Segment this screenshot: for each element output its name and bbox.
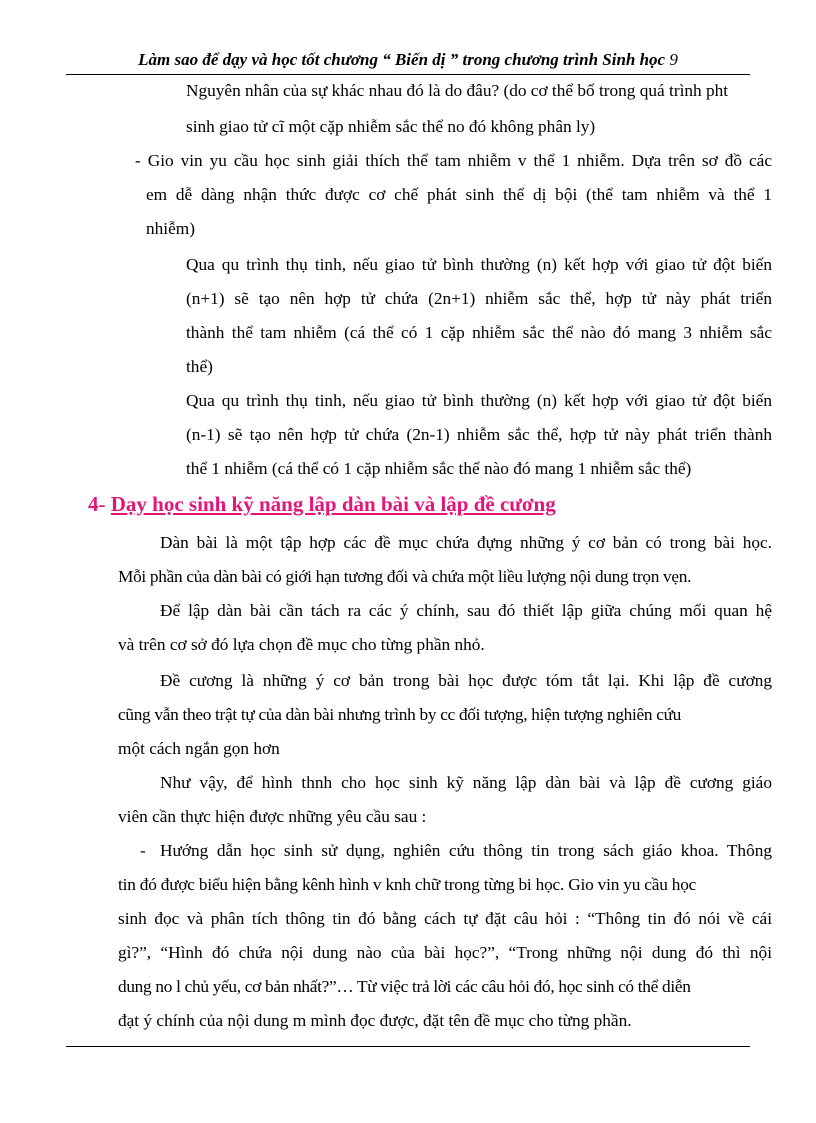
text-line: thành thể tam nhiễm (cá thể có 1 cặp nhiễm sắc thể nào đó mang 3 nhiễm sắc — [186, 323, 772, 342]
text-line: (n+1) sẽ tạo nên hợp tử chứa (2n+1) nhiễm sắc thể, hợp tử này phát triển — [186, 289, 772, 308]
page-header — [66, 50, 750, 75]
text-line: Hướng dẫn học sinh sử dụng, nghiên cứu thông tin trong sách giáo khoa. Thông — [160, 841, 772, 860]
text-line: - Gio vin yu cầu học sinh giải thích thể tam nhiễm v thể 1 nhiễm. Dựa trên sơ đồ các — [135, 151, 772, 170]
section-heading — [88, 492, 556, 517]
text-line: dung no l chủ yếu, cơ bản nhất?”… Từ việc trả lời các câu hỏi đó, học sinh có thể diễn — [118, 977, 691, 996]
text-line: thể) — [186, 357, 213, 376]
text-line: thể 1 nhiễm (cá thể có 1 cặp nhiễm sắc thể nào đó mang 1 nhiễm sắc thể) — [186, 459, 692, 478]
text-line: em dễ dàng nhận thức được cơ chế phát sinh thể dị bội (thể tam nhiễm và thể 1 — [146, 185, 772, 204]
text-line: Như vậy, để hình thnh cho học sinh kỹ năng lập dàn bài và lập đề cương giáo — [160, 773, 772, 792]
text-line: và trên cơ sở đó lựa chọn đề mục cho từng phần nhỏ. — [118, 635, 485, 654]
text-line: cũng vẫn theo trật tự của dàn bài nhưng trình by cc đối tượng, hiện tượng nghiên cứu — [118, 705, 682, 724]
text-line: tin đó được biểu hiện bằng kênh hình v knh chữ trong từng bi học. Gio vin yu cầu học — [118, 875, 697, 894]
text-line: sinh giao tử cĩ một cặp nhiễm sắc thể no đó không phân ly) — [186, 117, 596, 136]
text-line: gì?”, “Hình đó chứa nội dung nào của bài học?”, “Trong những nội dung đó thì nội — [118, 943, 772, 962]
text-line: sinh đọc và phân tích thông tin đó bằng cách tự đặt câu hỏi : “Thông tin đó nói về cái — [118, 909, 772, 928]
text-line: nhiễm) — [146, 219, 195, 238]
dash-bullet: - — [140, 841, 146, 860]
section-number: 4- — [88, 492, 106, 516]
text-line: Đề cương là những ý cơ bản trong bài học được tóm tắt lại. Khi lập đề cương — [160, 671, 772, 690]
section-title: Dạy học sinh kỹ năng lập dàn bài và lập đề cương — [110, 492, 556, 516]
text-line: Mỗi phần của dàn bài có giới hạn tương đối và chứa một liều lượng nội dung trọn vẹn. — [118, 567, 692, 586]
text-line: Qua qu trình thụ tinh, nếu giao tử bình thường (n) kết hợp với giao tử đột biến — [186, 255, 772, 274]
page-number: 9 — [669, 50, 678, 69]
header-title: Làm sao để dạy và học tốt chương “ Biến dị ” trong chương trình Sinh học — [138, 50, 666, 69]
text-line: (n-1) sẽ tạo nên hợp tử chứa (2n-1) nhiễm sắc thể, hợp tử này phát triển thành — [186, 425, 772, 444]
text-line: Để lập dàn bài cần tách ra các ý chính, sau đó thiết lập giữa chúng mối quan hệ — [160, 601, 772, 620]
text-line: Dàn bài là một tập hợp các đề mục chứa đựng những ý cơ bản có trong bài học. — [160, 533, 772, 552]
text-line: Qua qu trình thụ tinh, nếu giao tử bình thường (n) kết hợp với giao tử đột biến — [186, 391, 772, 410]
text-line: viên cần thực hiện được những yêu cầu sau : — [118, 807, 427, 826]
text-line: đạt ý chính của nội dung m mình đọc được, đặt tên đề mục cho từng phần. — [118, 1011, 632, 1030]
text-line: một cách ngắn gọn hơn — [118, 739, 280, 758]
text-line: Nguyên nhân của sự khác nhau đó là do đâu? (do cơ thể bố trong quá trình pht — [186, 81, 729, 100]
footer-divider — [66, 1046, 750, 1047]
